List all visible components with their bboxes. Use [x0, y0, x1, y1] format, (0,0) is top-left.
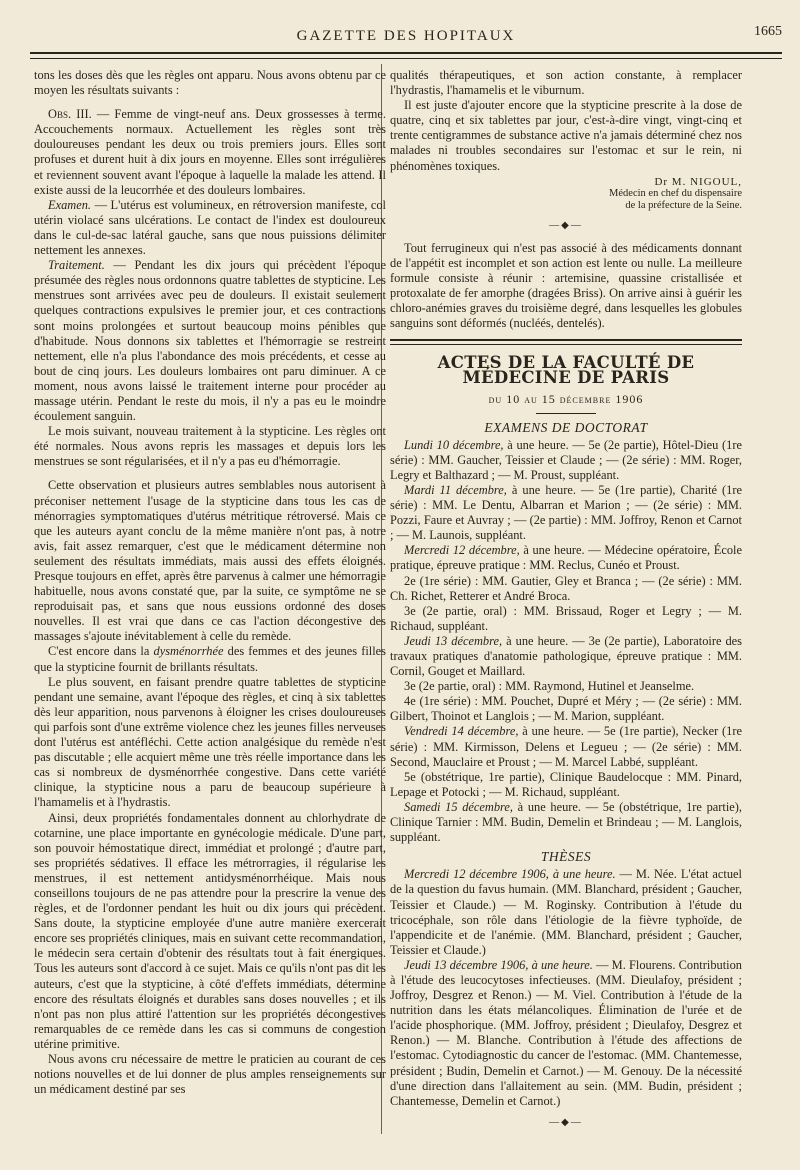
paragraph: Le mois suivant, nouveau traitement à la stypticine. Les règles ont été normales. Nous avons repris les massages et depuis lors les menstrues se sont régularisées, et il n'y a pas eu d'hémorragie.	[34, 424, 386, 469]
author-title-line: Médecin en chef du dispensaire	[609, 187, 742, 199]
examen-label: Examen.	[48, 197, 92, 212]
right-column	[390, 68, 742, 1138]
exam-entry	[390, 634, 742, 679]
thesis-date: Jeudi 13 décembre 1906, à une heure.	[404, 957, 593, 972]
paragraph	[34, 644, 386, 674]
text-span: des femmes et des jeunes filles que la stypticine fournit de brillants résultats.	[34, 644, 386, 674]
author-title-line: de la préfecture de la Seine.	[625, 199, 742, 211]
paragraph: qualités thérapeutiques, et son action constante, à remplacer l'hydrastis, l'hamamelis et le viburnum.	[390, 68, 742, 98]
exam-entry: 4e (1re série) : MM. Pouchet, Dupré et Méry ; — (2e série) : MM. Gilbert, Thoinot et Langlois ; — M. Marion, suppléant.	[390, 694, 742, 724]
page-number: 1665	[754, 24, 782, 39]
exam-entry: 2e (1re série) : MM. Gautier, Gley et Branca ; — (2e série) : MM. Ch. Richet, Retterer et André Broca.	[390, 573, 742, 603]
author-name: Dr M. NIGOUL,	[654, 175, 742, 188]
section-title: ACTES DE LA FACULTÉ DE MÉDECINE DE PARIS	[437, 353, 695, 388]
exam-text: à une heure. — Médecine opératoire, École pratique, épreuve pratique : MM. Reclus, Cunéo et Proust.	[390, 543, 742, 573]
thesis-text: — M. Flourens. Contribution à l'étude des leucocytoses infectieuses. (MM. Dieulafoy, président ; Joffroy, Desgrez et Renon.) — M. Viel. Contribution à l'étude de la nutrition dans les états mélancoliques. Élimination de l'urée et de l'acide phosphorique. (MM. Joffroy, président ; Dieulafoy, Desgrez et Renon.) — M. Blanche. Contribution à l'étude des affections de l'estomac. Cytodiagnostic du cancer de l'estomac. (MM. Chantemesse, président ; Budin, Demelin et Carnot.) — M. Genouy. De la nécessité d'une direction dans l'allaitement au sein. (MM. Budin, président ; Chantemesse, Demelin et Carnot.)	[390, 957, 742, 1108]
exam-date: Jeudi 13 décembre,	[404, 633, 503, 648]
paragraph: Nous avons cru nécessaire de mettre le praticien au courant de ces notions nouvelles et de lui donner de plus amples renseignements sur un médicament destiné par ses	[34, 1052, 386, 1097]
header-rule	[30, 52, 782, 59]
obs-label: Obs. III.	[48, 107, 92, 122]
examen-paragraph	[34, 198, 386, 258]
paragraph: Cette observation et plusieurs autres semblables nous autorisent à préconiser nettement l'usage de la stypticine dans tous les cas de ménorragies symptomatiques d'utérus métritique rétroversé. Mais ce que les auteurs ayant conclu de la même manière n'ont pas, à notre avis, fait assez remarquer, c'est que le médicament détermine non seulement des résultats immédiats, mais aussi des effets éloignés. Presque toujours en effet, après être parvenus à calmer une hémorragie habituelle, nous avons constaté que, par la suite, ce symptôme ne se reproduisait pas, et sans que nous eussions ordonné des doses nouvelles. Il est vrai que dans ce cas l'action décongestive des massages s'ajoute inévitablement à celle du remède.	[34, 478, 386, 644]
obs-text: — Femme de vingt-neuf ans. Deux grossesses à terme. Accouchements normaux. Actuellement les règles sont très douloureuses pendant les deux ou trois premiers jours. Elles sont profuses et durent huit à dix jours en moyenne. Elles sont irrégulières et reviennent souvent avant l'époque à laquelle la malade les attend. Il existe aussi de la leucorrhée et des douleurs lombaires.	[34, 107, 386, 197]
exam-date: Samedi 15 décembre,	[404, 799, 514, 814]
short-rule	[536, 413, 596, 414]
exam-text: à une heure. — 3e (2e partie), Laboratoire des travaux pratiques d'anatomie pathologique, épreuve pratique : MM. Cornil, Gouget et Maillard.	[390, 633, 743, 679]
traitement-label: Traitement.	[48, 258, 105, 273]
traitement-text: — Pendant les dix jours qui précèdent l'époque présumée des règles nous ordonnons quatre tablettes de stypticine. Les menstrues sont arrivées avec peu de douleurs. Il existait seulement quelques contractions expulsives le premier jour, et ces contractions sont moins prolongées et surtout beaucoup moins pénibles que d'habitude. Nous donnons six tablettes et l'hémorragie se restreint nettement, elle n'a plus l'abondance des mois précédents, et cesse au bout de cinq jours. Les douleurs lombaires ont paru diminuer. A ce moment, nous avons laissé le traitement interne pour procéder au massage utérin. Pendant le reste du mois, il n'y a pas eu le moindre écoulement sanguin.	[34, 258, 386, 424]
exam-text: à une heure. — 5e (2e partie), Hôtel-Dieu (1re série) : MM. Gaucher, Teissier et Claude ; — (2e série) : MM. Roger, Legry et Balthazard ; — M. Proust, suppléant.	[390, 437, 743, 482]
examens-heading: EXAMENS DE DOCTORAT	[484, 419, 648, 435]
italic-term: dysménorrhée	[153, 644, 224, 659]
examen-text: — L'utérus est volumineux, en rétroversion manifeste, col utérin violacé sans ulcérations. Le contact de l'index est douloureux dans le cul-de-sac latéral gauche, sans que nous puissions délimiter nettement les annexes.	[34, 197, 386, 258]
theses-heading: THÈSES	[540, 849, 592, 865]
left-column	[34, 68, 386, 1097]
exam-entry	[390, 438, 742, 483]
paragraph: Le plus souvent, en faisant prendre quatre tablettes de stypticine pendant une semaine, avant l'époque des règles, et cinq à six tablettes dès leur apparition, nous parvenons à éloigner les crises douloureuses qui parfois sont d'une extrême violence chez les jeunes filles nerveuses dont l'utérus est antéfléchi. Cette action analgésique du remède n'est pas discutable ; elle acquiert même une très réelle importance dans les cas si nombreux de dysménorrhée congestive. Dans cette variété clinique, la stypticine nous a paru de beaucoup supérieure à l'hamamelis et à l'hydrastis.	[34, 674, 386, 810]
exam-text: à une heure. — 5e (obstétrique, 1re partie), Clinique Tarnier : MM. Budin, Demelin et Brindeau ; — M. Langlois, suppléant.	[390, 799, 743, 845]
paragraph: Tout ferrugineux qui n'est pas associé à des médicaments donnant de l'appétit est incomplet et son action est lente ou nulle. La meilleure formule consiste à réunir : artemisine, quassine cristallisée et protoxalate de fer amorphe (dragées Briss). On arrive ainsi à guérir les chloro-anémies graves du troisième degré, dans lesquelles les globules sanguins sont déformés (nucléés, dentelés).	[390, 240, 742, 331]
paragraph: Il est juste d'ajouter encore que la stypticine prescrite à la dose de quatre, cinq et six tablettes par jour, c'est-à-dire vingt, vingt-cinq et trente centigrammes de substance active n'a jamais déterminé chez nos malades ni troubles secondaires sur l'estomac et sur le rein, ni phénomènes toxiques.	[390, 98, 742, 173]
exam-date: Mardi 11 décembre,	[404, 482, 507, 497]
exam-text: à une heure. — 5e (1re partie), Charité (1re série) : MM. Le Dentu, Albarran et Marion ; — (2e série) : MM. Pozzi, Faure et Auvray ; — (2e partie) : MM. Joffroy, Renon et Carnot ; — M. Launois, suppléant.	[390, 482, 742, 543]
ornament-divider: —◆—	[549, 1116, 583, 1128]
exam-date: Lundi 10 décembre,	[404, 437, 504, 452]
observation-paragraph	[34, 107, 386, 198]
paragraph: tons les doses dès que les règles ont apparu. Nous avons obtenu par ce moyen les résultats suivants :	[34, 68, 386, 98]
exam-entry: 3e (2e partie, oral) : MM. Brissaud, Roger et Legry ; — M. Richaud, suppléant.	[390, 603, 742, 633]
ornament-divider: —◆—	[549, 219, 583, 231]
paragraph: Ainsi, deux propriétés fondamentales donnent au chlorhydrate de cotarnine, une place importante en gynécologie médicale. D'une part, son pouvoir hémostatique direct, immédiat et prolongé ; d'autre part, ses propriétés sédatives. Il efface les métrorragies, il régularise les menstrues, il est nettement antidysménorrhéique. Mais nous conseillons toujours de ne pas attendre pour la prescrire la venue des règles, et de l'ordonner pendant les huit ou dix jours qui précèdent. Sans doute, la stypticine employée d'une autre manière exercerait encore ses propriétés cliniques, mais en suivant cette recommandation, le médecin sera certain d'obtenir des résultats tout à fait énergiques. Tous les auteurs sont d'accord à ce sujet. Mais ce qu'ils n'ont pas dit les auteurs, c'est que la stypticine, à côté d'effets immédiats, détermine encore des résultats éloignés et durables sans doses nouvelles ; et ils n'ont pas non plus attiré l'attention sur les propriétés décongestives remarquables de ce remède dans les cas si communs de congestion utérine primitive.	[34, 810, 386, 1051]
traitement-paragraph	[34, 258, 386, 424]
page-header	[30, 14, 782, 54]
thesis-entry	[390, 958, 742, 1109]
section-subtitle: du 10 au 15 décembre 1906	[488, 391, 644, 406]
exam-date: Mercredi 12 décembre,	[404, 543, 520, 558]
exam-entry	[390, 543, 742, 573]
exam-entry	[390, 483, 742, 543]
exam-text: à une heure. — 5e (1re partie), Necker (1re série) : MM. Kirmisson, Delens et Legueu ; — (2e série) : MM. Second, Mauclaire et Proust ; — M. Marcel Labbé, suppléant.	[390, 724, 743, 769]
thesis-text: — M. Née. L'état actuel de la question du favus humain. (MM. Blanchard, président ; Gaucher, Teissier et Claude.) — M. Roginsky. Contribution à l'étude du tricocéphale, son rôle dans l'étiologie de la fièvre typhoïde, de l'appendicite et de l'anémie. (MM. Blanchard, président ; Gaucher, Teissier et Claude.)	[390, 867, 742, 957]
signature	[390, 176, 742, 212]
exam-entry: 3e (2e partie, oral) : MM. Raymond, Hutinel et Jeanselme.	[404, 679, 695, 694]
thesis-entry	[390, 867, 742, 958]
thesis-date: Mercredi 12 décembre 1906, à une heure.	[404, 867, 616, 882]
exam-entry	[390, 800, 742, 845]
exam-entry	[390, 724, 742, 769]
text-span: C'est encore dans la	[48, 644, 154, 659]
section-rule	[390, 339, 742, 345]
journal-title: GAZETTE DES HOPITAUX	[296, 28, 516, 44]
exam-date: Vendredi 14 décembre,	[404, 724, 519, 739]
exam-entry: 5e (obstétrique, 1re partie), Clinique Baudelocque : MM. Pinard, Lepage et Potocki ; — M. Richaud, suppléant.	[390, 769, 742, 799]
